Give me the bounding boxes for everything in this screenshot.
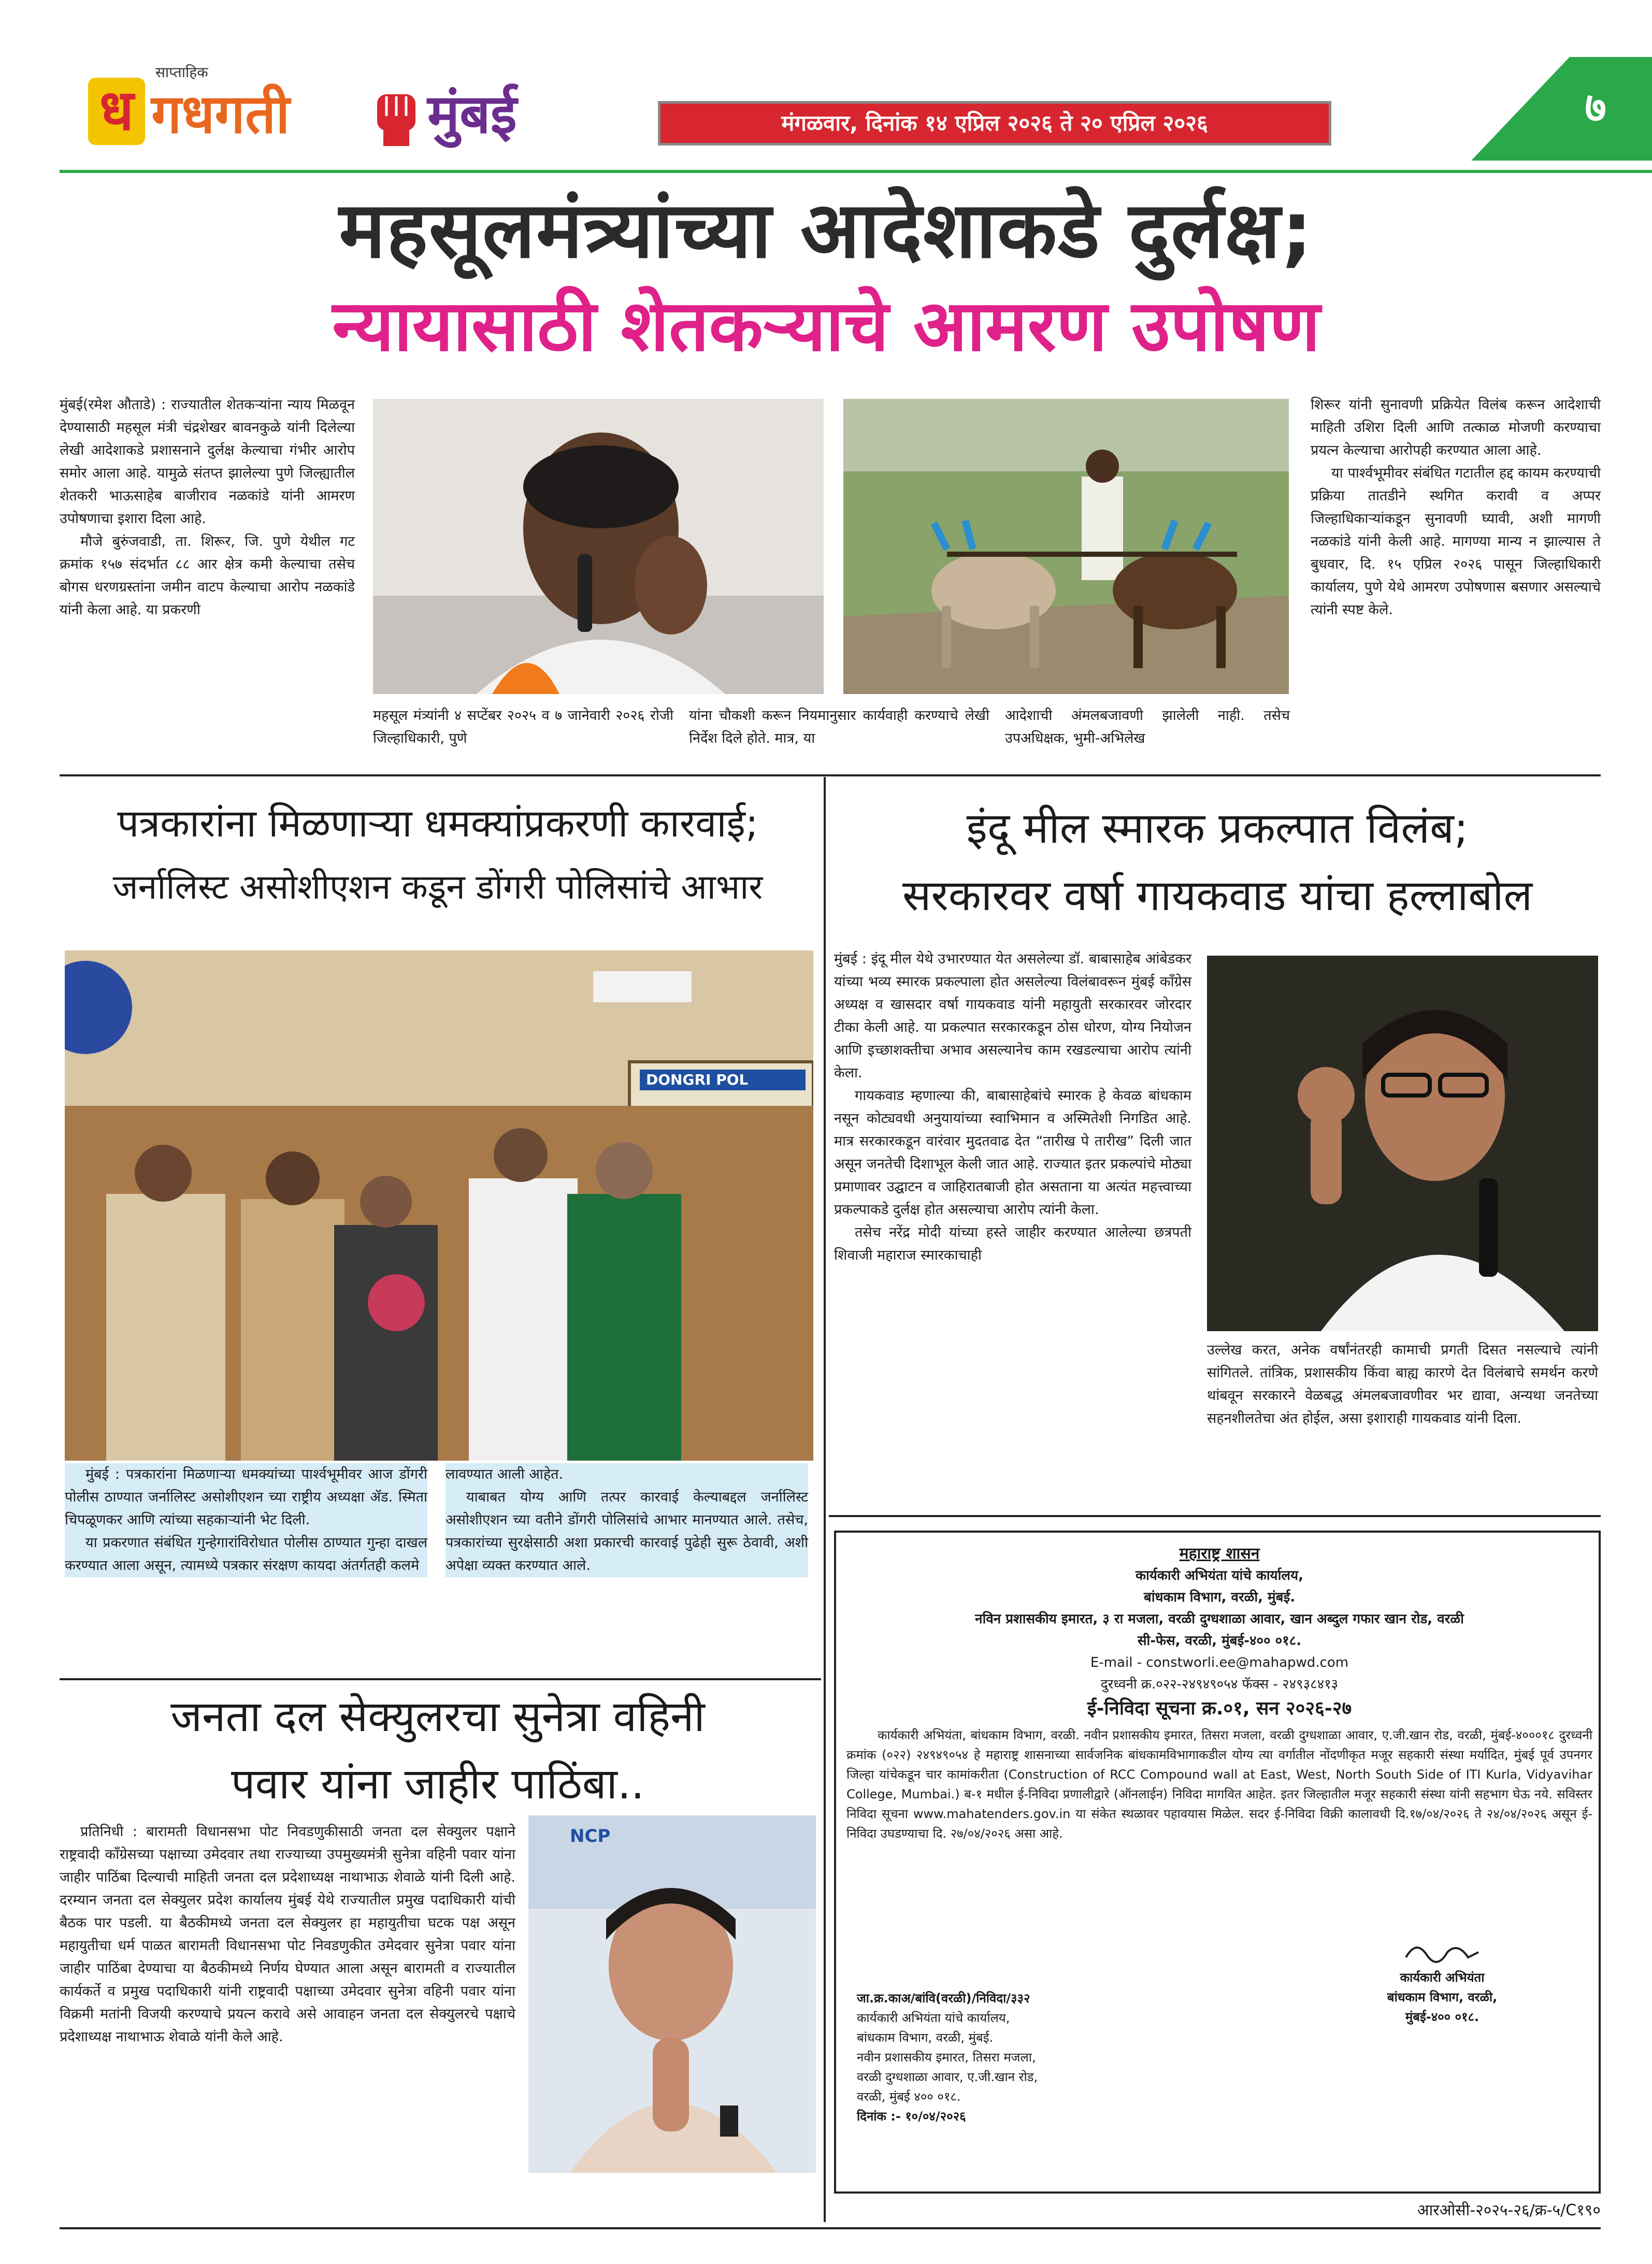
masthead — [0, 0, 1652, 171]
lead-photo2-caption-b: आदेशाची अंमलबजावणी झालेली नाही. तसेच उपअधिक्षक, भुमी-अभिलेख — [1005, 708, 1290, 746]
tender-office: कार्यकारी अभियंता यांचे कार्यालय, — [1136, 1568, 1303, 1583]
tender-ref-line-5: वरळी, मुंबई ४०० ०१८. — [857, 2089, 961, 2104]
weekly-label: साप्ताहिक — [155, 64, 208, 81]
tender-sign-label: कार्यकारी अभियंता — [1400, 1970, 1485, 1985]
lead-col1-para-1: मुंबई(रमेश औताडे) : राज्यातील शेतकऱ्यांना न्याय मिळवून देण्यासाठी महसूल मंत्री चंद्रशेखर बावनकुळे यांनी दिलेल्या लेखी आदेशाकडे प्रशासनाने दुर्लक्ष केल्याचा गंभीर आरोप समोर आला आहे. यामुळे संतप्त झालेल्या पुणे जिल्ह्यातील शेतकरी भाऊसाहेब बाजीराव नळकांडे यांनी आमरण उपोषणाचा इशारा दिला आहे. — [60, 397, 355, 527]
logo-dha: ध — [88, 78, 145, 145]
date-line: मंगळवार, दिनांक १४ एप्रिल २०२६ ते २० एप्रिल २०२६ — [781, 110, 1208, 136]
journalists-column-2 — [446, 1463, 808, 1577]
indu-column-2: उल्लेख करत, अनेक वर्षांनंतरही कामाची प्रगती दिसत नसल्याचे त्यांनी सांगितले. तांत्रिक, प्रशासकीय किंवा बाह्य कारणे देत विलंबाचे समर्थन करणे थांबवून सरकारने वेळबद्ध अंमलबजावणीवर भर द्यावा, अन्यथा जनतेच्या सहनशीलतेचा अंत होईल, असा इशाराही गायकवाड यांनी दिला. — [1207, 1342, 1598, 1426]
section-rule-3 — [829, 1515, 1601, 1517]
minister-photo — [373, 399, 824, 694]
tender-sign-line-1: बांधकाम विभाग, वरळी, — [1387, 1990, 1498, 2005]
tender-title: महाराष्ट्र शासन — [1179, 1545, 1260, 1563]
janata-headline-2: पवार यांना जाहीर पाठिंबा.. — [231, 1760, 644, 1809]
tender-reference — [857, 1988, 1219, 2126]
tender-phone: दुरध्वनी क्र.०२२-२४९४९०५४ फॅक्स - २४९३८४१३ — [1100, 1677, 1339, 1692]
tender-email: E-mail - constworli.ee@mahapwd.com — [1090, 1655, 1349, 1670]
logo — [88, 78, 570, 150]
lead-column-4 — [1311, 394, 1601, 767]
journalists-col2-para-2: याबाबत योग्य आणि तत्पर कारवाई केल्याबद्दल जर्नालिस्ट असोशीएशन च्या वतीने डोंगरी पोलिसांचे आभार मानण्यात आले. तसेच, पत्रकारांच्या सुरक्षेसाठी अशा प्रकारची कारवाई पुढेही सुरू ठेवावी, अशी अपेक्षा व्यक्त करण्यात आले. — [446, 1489, 808, 1574]
lead-headline-2: न्यायासाठी शेतकऱ्याचे आमरण उपोषण — [332, 285, 1320, 367]
tender-ref-line-3: नवीन प्रशासकीय इमारत, तिसरा मजला, — [857, 2050, 1036, 2065]
ncp-sign: NCP — [570, 1826, 611, 1847]
lead-photo1-caption: महसूल मंत्र्यांनी ४ सप्टेंबर २०२५ व ७ जानेवारी २०२६ रोजी जिल्हाधिकारी, पुणे — [373, 708, 673, 746]
journalists-column-1 — [65, 1463, 427, 1577]
lead-col4-para-1: शिरूर यांनी सुनावणी प्रक्रियेत विलंब करून आदेशाची माहिती उशिरा दिली आणि तत्काळ मोजणी करण्याचा प्रयत्न केल्याचा आरोपही करण्यात आला आहे. — [1311, 397, 1601, 458]
sunetra-pawar-photo — [528, 1815, 816, 2173]
page-number-tab — [1471, 57, 1652, 161]
indu-col1-para-3: तसेच नरेंद्र मोदी यांच्या हस्ते जाहीर करण्यात आलेल्या छत्रपती शिवाजी महाराज स्मारकाचाही — [834, 1224, 1191, 1263]
journalists-col2-para-1: लावण्यात आली आहेत. — [446, 1466, 564, 1482]
indu-headline-1: इंदू मील स्मारक प्रकल्पात विलंब; — [966, 804, 1469, 853]
lead-photo2-caption-a: यांना चौकशी करून नियमानुसार कार्यवाही करण्याचे लेखी निर्देश दिले होते. मात्र, या — [689, 708, 989, 746]
tender-notice — [834, 1531, 1601, 2194]
tender-dept: बांधकाम विभाग, वरळी, मुंबई. — [1143, 1590, 1296, 1605]
vertical-rule — [824, 777, 826, 2222]
janata-body: प्रतिनिधी : बारामती विधानसभा पोट निवडणुकीसाठी जनता दल सेक्युलर पक्षाने राष्ट्रवादी कॉंग्रेसच्या पक्षाच्या उमेदवार तथा राज्याच्या उपमुख्यमंत्री सुनेत्रा वहिनी पवार यांना जाहीर पाठिंबा दिल्याची माहिती जनता दल प्रदेशाध्यक्ष नाथाभाऊ शेवाळे यांनी दिली आहे. दरम्यान जनता दल सेक्युलर प्रदेश कार्यालय मुंबई येथे राज्यातील प्रमुख पदाधिकारी यांची बैठक पार पडली. या बैठकीमध्ये जनता दल सेक्युलर हा महायुतीचा घटक पक्ष असून महायुतीचा धर्म पाळत बारामती विधानसभा पोट निवडणुकीत उमेदवार सुनेत्रा पवार यांना जाहीर पाठिंबा देण्याचा या बैठकीमध्ये निर्णय घेण्यात आला असून बारामती व राज्यातील कार्यकर्ते व प्रमुख पदाधिकारी यांनी राष्ट्रवादी पक्षाच्या उमेदवार सुनेत्रा वहिनी पवार यांना विक्रमी मतांनी विजयी करण्याचे प्रयत्न करावे असे आवाहन जनता दल सेक्युलरचे पक्षाचे प्रदेशाध्यक्ष नाथाभाऊ शेवाळे यांनी केले आहे. — [60, 1824, 515, 2045]
tender-ref-line-4: वरळी दुग्धशाळा आवार, ए.जी.खान रोड, — [857, 2070, 1038, 2084]
tender-ref-no: जा.क्र.काअ/बांवि(वरळी)/निविदा/३३२ — [857, 1991, 1030, 2006]
journalists-col1-para-1: मुंबई : पत्रकारांना मिळणाऱ्या धमक्यांच्या पार्श्वभूमीवर आज डोंगरी पोलीस ठाण्यात जर्नालिस्ट असोशीएशन च्या राष्ट्रीय अध्यक्षा ॲड. स्मिता चिपळूणकर आणि त्यांच्या सहकाऱ्यांनी भेट दिली. — [65, 1466, 427, 1528]
indu-col1-para-1: मुंबई : इंदू मील येथे उभारण्यात येत असलेल्या डॉ. बाबासाहेब आंबेडकर यांच्या भव्य स्मारक प्रकल्पाला होत असलेल्या विलंबावरून मुंबई काँग्रेस अध्यक्ष व खासदार वर्षा गायकवाड यांनी महायुती सरकारवर जोरदार टीका केली आहे. या प्रकल्पात सरकारकडून ठोस धोरण, योग्य नियोजन आणि इच्छाशक्तीचा अभाव असल्यानेच काम रखडल्याचा आरोप त्यांनी केला. — [834, 951, 1191, 1081]
tender-signature-block — [1318, 1937, 1567, 2027]
fist-icon — [368, 79, 425, 146]
masthead-rule — [60, 170, 1652, 173]
tender-sign-line-2: मुंबई-४०० ०१८. — [1405, 2010, 1479, 2024]
page-number: ७ — [1585, 83, 1606, 132]
indu-col1-para-2: गायकवाड म्हणाल्या की, बाबासाहेबांचे स्मारक हे केवळ बांधकाम नसून कोट्यवधी अनुयायांच्या स्वाभिमान व अस्मितेशी निगडित आहे. मात्र सरकारकडून वारंवार मुदतवाढ देत “तारीख पे तारीख” दिली जात असून जनतेची दिशाभूल केली जात आहे. राज्यात इतर प्रकल्पांचे मोठ्या प्रमाणावर उद्घाटन व जाहिरातबाजी होत असताना या अत्यंत महत्त्वाच्या प्रकल्पाकडे दुर्लक्ष होत असल्याचा आरोप त्यांनी केला. — [834, 1088, 1191, 1218]
indu-column-1 — [834, 948, 1191, 1507]
tender-address: नविन प्रशासकीय इमारत, ३ रा मजला, वरळी दुग्धशाळा आवार, खान अब्दुल गफार खान रोड, वरळी — [975, 1611, 1464, 1627]
tender-ref-line-1: कार्यकारी अभियंता यांचे कार्यालय, — [857, 2011, 1010, 2025]
section-rule-1 — [60, 774, 1601, 776]
tender-ref-line-2: बांधकाम विभाग, वरळी, मुंबई. — [857, 2030, 994, 2045]
janata-headline-1: जनता दल सेक्युलरचा सुनेत्रा वहिनी — [170, 1692, 705, 1741]
signature-icon — [1318, 1937, 1567, 1968]
dongri-sign: DONGRI POL — [646, 1071, 749, 1088]
logo-dhagdhagati: गधगती — [151, 82, 290, 146]
lead-column-1 — [60, 394, 355, 761]
lead-col1-para-2: मौजे बुरुंजवाडी, ता. शिरूर, जि. पुणे येथील गट क्रमांक १५७ संदर्भात ८८ आर क्षेत्र कमी केल्याचा तसेच बोगस धरणग्रस्तांना जमीन वाटप केल्याचा आरोप नळकांडे यांनी केला आहे. या प्रकरणी — [60, 533, 355, 618]
journalists-headline-1: पत्रकारांना मिळणाऱ्या धमक्यांप्रकरणी कारवाई; — [117, 801, 758, 846]
farmer-photo — [843, 399, 1289, 694]
tender-notice-title: ई-निविदा सूचना क्र.०१, सन २०२६-२७ — [1087, 1698, 1352, 1719]
indu-headline-2: सरकारवर वर्षा गायकवाड यांचा हल्लाबोल — [902, 871, 1533, 920]
journalists-col1-para-2: या प्रकरणात संबंधित गुन्हेगारांविरोधात पोलीस ठाण्यात गुन्हा दाखल करण्यात आला असून, त्यामध्ये पत्रकार संरक्षण कायदा अंतर्गतही कलमे — [65, 1535, 427, 1574]
section-rule-2 — [60, 1678, 821, 1680]
tender-sea-face: सी-फेस, वरळी, मुंबई-४०० ०१८. — [1137, 1633, 1302, 1649]
tender-notice-body: कार्यकारी अभियंता, बांधकाम विभाग, वरळी. नवीन प्रशासकीय इमारत, तिसरा मजला, वरळी दुग्धशाळा आवार, ए.जी.खान रोड, वरळी, मुंबई-४०००१८ दुरध्वनी क्रमांक (०२२) २४९४९०५४ हे महाराष्ट्र शासनाच्या सार्वजनिक बांधकामविभागाकडील योग्य त्या वर्गातील नोंदणीकृत मजूर सहकारी संस्था मर्यादित, मुंबई पूर्व उपनगर जिल्हा यांचेकडून चार कामांकरीता (Construction of RCC Compound wall at East, West, North South Side of ITI Kurla, Vidyavihar College, Mumbai.) ब-१ मधील ई-निविदा प्रणालीद्वारे (ऑनलाईन) निविदा मागवित आहेत. इतर जिल्हातील मजूर सहकारी संस्था यांनी सहभाग घेऊ नये. सविस्तर निविदा सूचना www.mahatenders.gov.in या संकेत स्थळावर पहावयास मिळेल. सदर ई-निविदा विक्री कालावधी दि.१७/०४/२०२६ ते २४/०४/२०२६ असून ई-निविदा उघडण्याचा दि. २७/०४/२०२६ असा आहे. — [846, 1728, 1592, 1841]
footer-rule — [60, 2227, 1601, 2229]
logo-mumbai: मुंबई — [427, 82, 517, 146]
lead-col4-para-2: या पार्श्वभूमीवर संबंधित गटातील हद्द कायम करण्याची प्रक्रिया तातडीने स्थगित करावी व अप्पर जिल्हाधिकाऱ्यांकडून सुनावणी घ्यावी, अशी मागणी नळकांडे यांनी केली आहे. मागण्या मान्य न झाल्यास ते बुधवार, दि. १५ एप्रिल २०२६ पासून जिल्हाधिकारी कार्यालय, पुणे येथे आमरण उपोषणास बसणार असल्याचे त्यांनी स्पष्ट केले. — [1311, 465, 1601, 618]
footer-code: आरओसी-२०२५-२६/क्र-५/C१९० — [1417, 2201, 1601, 2219]
date-bar — [658, 101, 1331, 146]
journalists-headline-2: जर्नालिस्ट असोशीएशन कडून डोंगरी पोलिसांचे आभार — [112, 867, 763, 907]
tender-date: दिनांक :- १०/०४/२०२६ — [857, 2109, 966, 2124]
varsha-gaikwad-photo — [1207, 956, 1598, 1331]
lead-headline-1: महसूलमंत्र्यांच्या आदेशाकडे दुर्लक्ष; — [339, 185, 1314, 276]
police-station-photo — [65, 950, 813, 1461]
